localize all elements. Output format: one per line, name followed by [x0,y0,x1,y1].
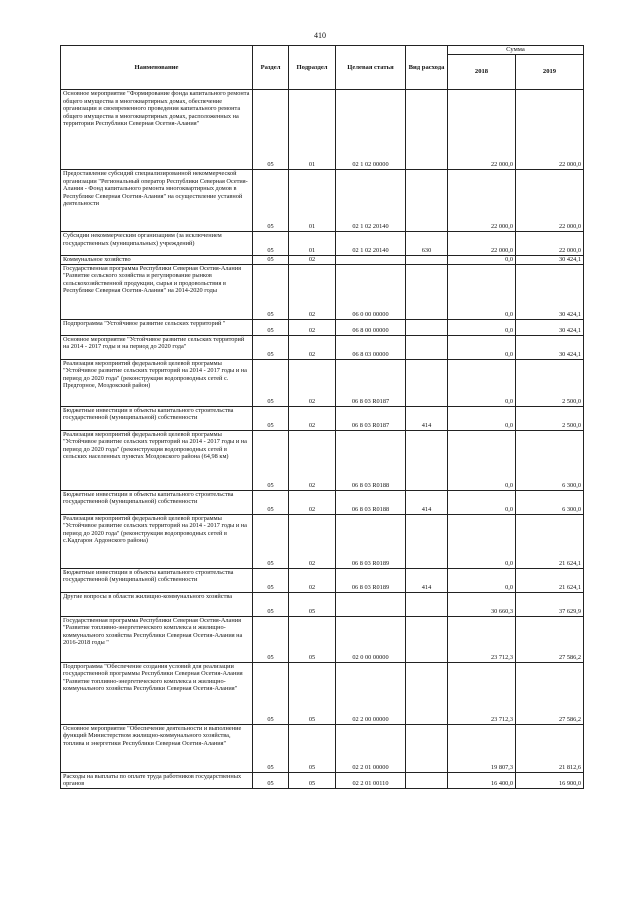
table-row [61,232,584,256]
row-2019-cell: 6 300,0 [516,490,584,514]
row-expense-type-cell [406,319,448,335]
row-name-cell: Основное мероприятие "Устойчивое развитие сельских территорий на 2014 - 2017 годы и на период до 2020 года" [61,335,253,359]
row-2018-cell: 0,0 [448,319,516,335]
row-2019-cell: 30 424,1 [516,335,584,359]
table-row [61,592,584,616]
row-expense-type-cell: 414 [406,406,448,430]
table-row [61,359,584,406]
row-subsection-cell: 01 [289,170,336,232]
header-target: Целевая статья [336,46,406,90]
table-row [61,514,584,568]
table-row [61,490,584,514]
row-expense-type-cell [406,256,448,265]
table-row [61,264,584,319]
row-name-cell: Предоставление субсидий специализированной некоммерческой организации "Региональный оператор Республики Северная Осетия-Алания - Фонд капитального ремонта многоквартирных домов в Республике Северная Осетия-Алания" на осуществление уставной деятельности [61,170,253,232]
row-expense-type-cell [406,724,448,772]
row-subsection-cell: 02 [289,264,336,319]
row-2019-cell: 22 000,0 [516,90,584,170]
row-expense-type-cell [406,592,448,616]
header-section: Раздел [253,46,289,90]
header-year-2019: 2019 [516,55,584,90]
row-2018-cell: 0,0 [448,359,516,406]
row-2019-cell: 2 500,0 [516,359,584,406]
row-2018-cell: 23 712,3 [448,616,516,662]
row-target-cell: 06 8 00 00000 [336,319,406,335]
header-year-2018: 2018 [448,55,516,90]
row-section-cell: 05 [253,592,289,616]
table-row [61,170,584,232]
row-target-cell: 02 2 01 00110 [336,772,406,788]
row-subsection-cell: 01 [289,90,336,170]
row-expense-type-cell [406,616,448,662]
row-name-cell: Другие вопросы в области жилищно-коммунального хозяйства [61,592,253,616]
row-section-cell: 05 [253,256,289,265]
row-2018-cell: 0,0 [448,256,516,265]
row-name-cell: Субсидии некоммерческим организациям (за исключением государственных (муниципальных) учреждений) [61,232,253,256]
row-section-cell: 05 [253,406,289,430]
row-target-cell: 06 8 03 R0187 [336,359,406,406]
row-target-cell: 06 8 03 00000 [336,335,406,359]
table-row [61,335,584,359]
row-2018-cell: 22 000,0 [448,232,516,256]
row-subsection-cell: 02 [289,514,336,568]
row-name-cell: Реализация мероприятий федеральной целевой программы "Устойчивое развитие сельских территорий на 2014 - 2017 годы и на период до 2020 года" (реконструкция водопроводных сетей с. Предгорное, Моздокский район) [61,359,253,406]
row-2018-cell: 0,0 [448,430,516,490]
page-number: 410 [314,31,326,40]
row-section-cell: 05 [253,514,289,568]
row-section-cell: 05 [253,430,289,490]
row-name-cell: Основное мероприятие "Формирование фонда капитального ремонта общего имущества в многоквартирных домах, обеспечение организации и своевременного проведения капитального ремонта общего имущества в многоквартирных домах, расположенных на территории Республики Северная Осетия-Алания" [61,90,253,170]
row-subsection-cell: 02 [289,430,336,490]
budget-table [60,45,584,789]
row-target-cell: 02 1 02 20140 [336,232,406,256]
row-target-cell: 02 1 02 20140 [336,170,406,232]
table-row [61,90,584,170]
row-expense-type-cell [406,264,448,319]
row-2019-cell: 21 624,1 [516,568,584,592]
header-name: Наименование [61,46,253,90]
row-2018-cell: 16 400,0 [448,772,516,788]
row-name-cell: Реализация мероприятий федеральной целевой программы "Устойчивое развитие сельских территорий на 2014 - 2017 годы и на период до 2020 года" (реконструкция водопроводных сетей в сельских населенных пунктах Моздокского района (64,98 км) [61,430,253,490]
row-target-cell: 06 0 00 00000 [336,264,406,319]
table-row [61,772,584,788]
row-2019-cell: 21 624,1 [516,514,584,568]
row-subsection-cell: 02 [289,359,336,406]
header-subsection: Подраздел [289,46,336,90]
row-2018-cell: 19 807,3 [448,724,516,772]
row-2019-cell: 37 629,9 [516,592,584,616]
table-row [61,319,584,335]
table-row [61,430,584,490]
row-2018-cell: 0,0 [448,514,516,568]
row-expense-type-cell [406,662,448,724]
row-section-cell: 05 [253,264,289,319]
row-name-cell: Государственная программа Республики Северная Осетия-Алания "Развитие сельского хозяйства и регулирование рынков сельскохозяйственной продукции, сырья и продовольствия в Республике Северная Осетия-Алания" на 2014-2020 годы [61,264,253,319]
table-row [61,256,584,265]
row-2019-cell: 21 812,6 [516,724,584,772]
row-2018-cell: 22 000,0 [448,90,516,170]
row-name-cell: Подпрограмма "Устойчивое развитие сельских территорий " [61,319,253,335]
row-name-cell: Бюджетные инвестиции в объекты капитального строительства государственной (муниципальной) собственности [61,490,253,514]
row-expense-type-cell: 414 [406,490,448,514]
row-section-cell: 05 [253,232,289,256]
row-expense-type-cell: 630 [406,232,448,256]
table-row [61,724,584,772]
row-2018-cell: 0,0 [448,406,516,430]
row-2018-cell: 0,0 [448,264,516,319]
table-row [61,406,584,430]
row-2019-cell: 30 424,1 [516,256,584,265]
row-expense-type-cell [406,170,448,232]
row-section-cell: 05 [253,335,289,359]
row-section-cell: 05 [253,772,289,788]
row-2019-cell: 22 000,0 [516,232,584,256]
row-section-cell: 05 [253,662,289,724]
row-name-cell: Бюджетные инвестиции в объекты капитального строительства государственной (муниципальной) собственности [61,406,253,430]
row-expense-type-cell [406,772,448,788]
row-target-cell: 06 8 03 R0189 [336,568,406,592]
row-section-cell: 05 [253,359,289,406]
row-target-cell: 06 8 03 R0188 [336,430,406,490]
row-target-cell: 02 0 00 00000 [336,616,406,662]
row-name-cell: Реализация мероприятий федеральной целевой программы "Устойчивое развитие сельских территорий на 2014 - 2017 годы и на период до 2020 года" (реконструкция водопроводных сетей в с.Кадгарон Ардонского района) [61,514,253,568]
row-target-cell: 02 2 01 00000 [336,724,406,772]
row-subsection-cell: 01 [289,232,336,256]
row-2018-cell: 0,0 [448,335,516,359]
row-target-cell: 02 2 00 00000 [336,662,406,724]
row-section-cell: 05 [253,90,289,170]
row-subsection-cell: 05 [289,724,336,772]
row-section-cell: 05 [253,319,289,335]
row-2019-cell: 2 500,0 [516,406,584,430]
row-2018-cell: 30 660,3 [448,592,516,616]
header-expense-type: Вид расхода [406,46,448,90]
table-row [61,616,584,662]
row-expense-type-cell [406,514,448,568]
row-subsection-cell: 02 [289,406,336,430]
row-target-cell [336,256,406,265]
row-section-cell: 05 [253,616,289,662]
row-section-cell: 05 [253,724,289,772]
row-target-cell [336,592,406,616]
row-subsection-cell: 05 [289,662,336,724]
row-name-cell: Бюджетные инвестиции в объекты капитального строительства государственной (муниципальной) собственности [61,568,253,592]
row-2019-cell: 30 424,1 [516,264,584,319]
row-2018-cell: 23 712,3 [448,662,516,724]
header-sum: Сумма [448,46,584,55]
row-target-cell: 06 8 03 R0188 [336,490,406,514]
row-name-cell: Государственная программа Республики Северная Осетия-Алания "Развитие топливно-энергетического комплекса и жилищно-коммунального хозяйства Республики Северная Осетия-Алания на 2016-2018 годы " [61,616,253,662]
row-expense-type-cell [406,430,448,490]
row-name-cell: Основное мероприятие "Обеспечение деятельности и выполнение функций Министерством жилищно-коммунального хозяйства, топлива и энергетики Республики Северная Осетия-Алания" [61,724,253,772]
row-expense-type-cell [406,90,448,170]
row-subsection-cell: 02 [289,319,336,335]
row-subsection-cell: 02 [289,490,336,514]
row-name-cell: Коммунальное хозяйство [61,256,253,265]
row-subsection-cell: 02 [289,568,336,592]
row-section-cell: 05 [253,170,289,232]
row-2019-cell: 27 586,2 [516,662,584,724]
row-2019-cell: 16 900,0 [516,772,584,788]
row-section-cell: 05 [253,490,289,514]
row-target-cell: 06 8 03 R0189 [336,514,406,568]
row-name-cell: Подпрограмма "Обеспечение создания условий для реализации государственной программы Республики Северная Осетия-Алания "Развитие топливно-энергетического комплекса и жилищно-коммунального хозяйства Республики Северная Осетия-Алания" [61,662,253,724]
row-subsection-cell: 05 [289,592,336,616]
row-2018-cell: 22 000,0 [448,170,516,232]
row-2019-cell: 6 300,0 [516,430,584,490]
row-2018-cell: 0,0 [448,568,516,592]
row-subsection-cell: 02 [289,335,336,359]
row-section-cell: 05 [253,568,289,592]
table-row [61,568,584,592]
row-expense-type-cell [406,335,448,359]
table-row [61,662,584,724]
row-target-cell: 06 8 03 R0187 [336,406,406,430]
row-name-cell: Расходы на выплаты по оплате труда работников государственных органов [61,772,253,788]
row-subsection-cell: 05 [289,616,336,662]
row-target-cell: 02 1 02 00000 [336,90,406,170]
row-2019-cell: 30 424,1 [516,319,584,335]
row-subsection-cell: 02 [289,256,336,265]
row-2019-cell: 27 586,2 [516,616,584,662]
row-expense-type-cell: 414 [406,568,448,592]
row-expense-type-cell [406,359,448,406]
row-2018-cell: 0,0 [448,490,516,514]
row-2019-cell: 22 000,0 [516,170,584,232]
row-subsection-cell: 05 [289,772,336,788]
